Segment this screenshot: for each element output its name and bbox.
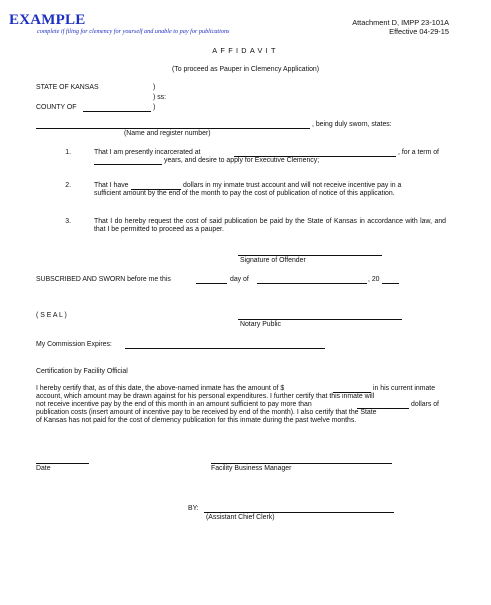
item3-text: That I do hereby request the cost of said publication be paid by the State of Kansas in accordance with law, and that I be permitted to proceed as a pauper. [94, 218, 446, 234]
by-label: BY: [188, 505, 199, 512]
month-field[interactable] [257, 283, 367, 284]
offender-signature-field[interactable] [238, 255, 382, 256]
venue-paren-3: ) [153, 104, 156, 111]
item2-text-rest: sufficient amount by the end of the month to pay the cost of publication of notice of this application. [94, 190, 395, 197]
certification-text-cont: in his current inmate [373, 385, 436, 392]
item-number: 3. [65, 218, 71, 225]
item2-text-cont: dollars in my inmate trust account and will not receive incentive pay in a [183, 182, 402, 189]
subscribed-text: SUBSCRIBED AND SWORN before me this [36, 276, 171, 283]
example-note: complete if filing for clemency for yourself and unable to pay for publications [37, 28, 230, 35]
item2-text: That I have [94, 182, 129, 189]
date-field[interactable] [36, 463, 89, 464]
venue-paren-1: ) [153, 84, 156, 91]
county-field[interactable] [83, 111, 151, 112]
item-number: 2. [65, 182, 71, 189]
state-label: STATE OF KANSAS [36, 84, 99, 91]
year-text: , 20 [368, 276, 380, 283]
item1-text: That I am presently incarcerated at [94, 149, 201, 156]
certification-text: publication costs (insert amount of incentive pay to be received by end of the month). I also certify that the State [36, 409, 377, 416]
certification-heading: Certification by Facility Official [36, 368, 128, 375]
attachment-info [352, 18, 449, 36]
clerk-caption: (Assistant Chief Clerk) [206, 514, 275, 521]
seal-label: ( S E A L ) [36, 312, 67, 319]
affiant-name-field[interactable] [36, 128, 310, 129]
example-label: EXAMPLE [9, 12, 86, 28]
commission-label: My Commission Expires: [36, 341, 112, 348]
county-label: COUNTY OF [36, 104, 77, 111]
term-years-field[interactable] [94, 164, 162, 165]
item1-term-text: , for a term of [398, 149, 439, 156]
commission-expires-field[interactable] [125, 348, 325, 349]
day-of-text: day of [230, 276, 249, 283]
name-caption: (Name and register number) [124, 130, 211, 137]
manager-caption: Facility Business Manager [211, 465, 292, 472]
sworn-statement: , being duly sworn, states: [312, 121, 392, 128]
item-number: 1. [65, 149, 71, 156]
facility-manager-signature-field[interactable] [211, 463, 392, 464]
certification-text: account, which amount may be drawn against for his personal expenditures. I further certify that this inmate will [36, 393, 375, 400]
document-subtitle: (To proceed as Pauper in Clemency Application) [171, 66, 320, 73]
notary-caption: Notary Public [240, 321, 281, 328]
date-caption: Date [36, 465, 51, 472]
day-field[interactable] [196, 283, 227, 284]
venue-ss: ) ss: [153, 94, 167, 101]
effective-date: Effective 04-29-15 [389, 27, 449, 36]
certification-text: of Kansas has not paid for the cost of clemency publication for this inmate during the past twelve months. [36, 417, 357, 424]
certification-text: I hereby certify that, as of this date, the above-named inmate has the amount of $ [36, 385, 285, 392]
certification-text: not receive incentive pay by the end of this month in an amount sufficient to pay more than [36, 401, 312, 408]
item1-years-text: years, and desire to apply for Executive Clemency; [164, 157, 320, 164]
certification-text-cont: dollars of [411, 401, 439, 408]
signature-caption: Signature of Offender [240, 257, 306, 264]
assistant-clerk-signature-field[interactable] [204, 512, 394, 513]
year-field[interactable] [382, 283, 399, 284]
notary-signature-field[interactable] [238, 319, 402, 320]
document-title: AFFIDAVIT [212, 46, 279, 55]
attachment-reference: Attachment D, IMPP 23-101A [352, 18, 449, 27]
